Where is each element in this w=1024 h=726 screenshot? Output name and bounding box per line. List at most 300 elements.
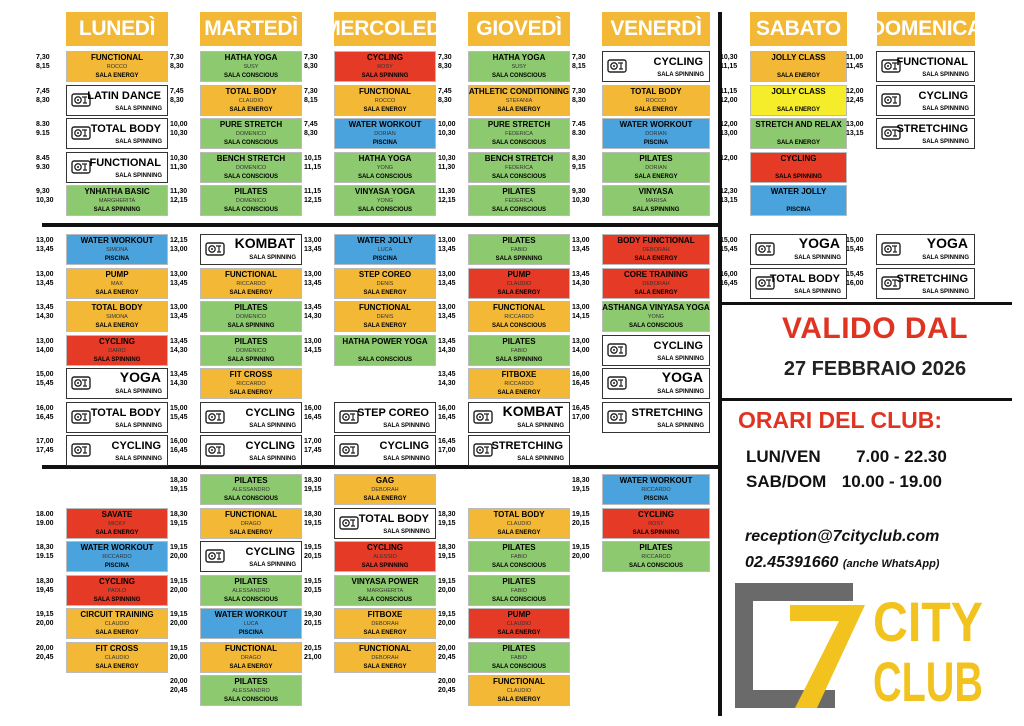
class-card[interactable] — [170, 185, 302, 216]
class-end-time: 21,00 — [304, 653, 322, 661]
class-name: GAG — [375, 476, 395, 485]
class-box — [200, 118, 302, 149]
class-instructor: YONG — [647, 314, 665, 320]
class-card[interactable] — [572, 268, 710, 299]
class-card[interactable] — [304, 301, 436, 332]
class-card[interactable] — [438, 642, 570, 673]
class-box — [334, 118, 436, 149]
class-end-time: 8,30 — [304, 63, 318, 70]
class-start-time: 11,15 — [720, 87, 738, 95]
class-start-time: 13,45 — [36, 304, 54, 311]
class-instructor: FEDERICA — [505, 164, 533, 171]
class-room: SALA SPINNING — [93, 596, 141, 603]
class-room: PISCINA — [643, 140, 669, 146]
class-time — [438, 510, 464, 528]
class-card[interactable] — [438, 435, 570, 466]
class-box — [200, 185, 302, 216]
class-card[interactable] — [846, 268, 975, 299]
class-time — [36, 187, 62, 205]
class-box — [334, 474, 436, 505]
class-name: CYCLING — [245, 406, 295, 419]
class-room: SALA SPINNING — [115, 105, 162, 112]
class-box — [750, 234, 847, 265]
class-instructor: SUSY — [243, 64, 259, 70]
class-instructor: ROCCO — [374, 97, 396, 104]
class-end-time: 13,45 — [438, 246, 456, 253]
class-card[interactable] — [572, 402, 710, 433]
class-card[interactable] — [170, 85, 302, 116]
class-end-time: 12,15 — [304, 197, 322, 204]
class-card[interactable] — [36, 508, 168, 539]
class-card[interactable] — [36, 268, 168, 299]
spinning-bike-icon — [881, 91, 901, 109]
class-name: TOTAL BODY — [493, 509, 545, 519]
class-card[interactable] — [304, 402, 436, 433]
class-card[interactable] — [438, 335, 570, 366]
class-card[interactable] — [438, 541, 570, 572]
class-time — [170, 87, 196, 105]
class-card[interactable] — [304, 268, 436, 299]
class-room: SALA ENERGY — [95, 529, 139, 536]
class-box — [66, 152, 168, 183]
class-card[interactable] — [36, 435, 168, 466]
class-end-time: 16,00 — [846, 279, 864, 287]
class-time — [720, 154, 746, 163]
class-card[interactable] — [304, 608, 436, 639]
class-name: SAVATE — [101, 509, 133, 519]
class-name: LATIN DANCE — [87, 89, 161, 102]
class-card[interactable] — [170, 575, 302, 606]
class-time — [36, 644, 62, 662]
class-box — [200, 301, 302, 332]
class-box — [468, 642, 570, 673]
class-end-time: 20,45 — [438, 653, 456, 661]
class-card[interactable] — [170, 368, 302, 399]
class-box — [334, 575, 436, 606]
class-card[interactable] — [170, 118, 302, 149]
class-end-time: 13,00 — [170, 246, 188, 253]
class-time — [846, 270, 872, 288]
class-card[interactable] — [846, 234, 975, 265]
class-end-time: 8,30 — [438, 96, 452, 104]
class-time — [170, 303, 196, 321]
class-end-time: 17,45 — [304, 447, 322, 454]
class-name: CYCLING — [99, 336, 135, 346]
class-card[interactable] — [438, 575, 570, 606]
class-start-time: 12,30 — [720, 188, 738, 195]
class-time — [846, 236, 872, 254]
class-time — [36, 543, 62, 561]
class-time — [720, 270, 746, 288]
class-card[interactable] — [720, 118, 847, 149]
class-room: SALA SPINNING — [922, 288, 969, 295]
class-card[interactable] — [36, 301, 168, 332]
class-end-time: 16,45 — [720, 279, 738, 287]
class-card[interactable] — [170, 51, 302, 82]
class-time — [36, 236, 62, 254]
class-box — [334, 268, 436, 299]
spinning-bike-icon — [755, 240, 775, 258]
class-card[interactable] — [170, 234, 302, 265]
class-instructor: FABIO — [510, 347, 528, 354]
class-card[interactable] — [170, 541, 302, 572]
header-venerdi: VENERDÌ — [602, 12, 710, 46]
class-name: FUNCTIONAL — [896, 56, 968, 68]
class-start-time: 13,45 — [438, 371, 456, 378]
email-link[interactable]: reception@7cityclub.com — [745, 528, 940, 545]
class-card[interactable] — [438, 402, 570, 433]
class-card[interactable] — [170, 152, 302, 183]
class-box — [468, 402, 570, 433]
class-room: SALA CONSCIOUS — [491, 140, 547, 146]
class-start-time: 18,30 — [170, 477, 188, 484]
class-card[interactable] — [36, 118, 168, 149]
class-instructor: SIMONA — [106, 314, 128, 320]
class-time — [438, 120, 464, 138]
class-start-time: 16,00 — [304, 404, 322, 412]
class-room: SALA SPINNING — [249, 562, 296, 568]
class-end-time: 8,30 — [36, 96, 50, 104]
class-end-time: 19,15 — [438, 553, 456, 560]
class-time — [572, 404, 598, 422]
class-start-time: 20,15 — [304, 644, 322, 652]
class-room: SALA ENERGY — [634, 173, 678, 180]
class-instructor: CLAUDIO — [104, 621, 130, 627]
class-box — [200, 508, 302, 539]
class-card[interactable] — [438, 301, 570, 332]
class-card[interactable] — [438, 675, 570, 706]
class-card[interactable] — [438, 85, 570, 116]
class-card[interactable] — [438, 234, 570, 265]
class-card[interactable] — [572, 368, 710, 399]
class-box — [468, 234, 570, 265]
class-time — [720, 120, 746, 138]
class-time — [304, 577, 330, 595]
class-start-time: 12,15 — [170, 237, 188, 244]
class-time — [438, 236, 464, 254]
class-start-time: 20,00 — [170, 678, 188, 685]
header-martedi: MARTEDÌ — [200, 12, 302, 46]
class-room: SALA SPINNING — [383, 422, 430, 429]
class-name: PILATES — [502, 187, 536, 196]
class-card[interactable] — [304, 185, 436, 216]
class-card[interactable] — [304, 435, 436, 466]
class-instructor: DARIO — [108, 347, 126, 354]
class-card[interactable] — [304, 51, 436, 82]
class-card[interactable] — [36, 402, 168, 433]
class-time — [572, 236, 598, 254]
class-end-time: 11,15 — [304, 163, 322, 171]
class-box — [334, 335, 436, 366]
class-card[interactable] — [36, 85, 168, 116]
class-time — [572, 337, 598, 355]
class-room: SALA SPINNING — [775, 173, 822, 180]
class-start-time: 16,00 — [170, 438, 188, 445]
class-card[interactable] — [304, 642, 436, 673]
class-card[interactable] — [572, 51, 710, 82]
class-start-time: 13,00 — [438, 304, 456, 311]
phone-note: (anche WhatsApp) — [842, 558, 940, 570]
class-name: BODY FUNCTIONAL — [617, 236, 695, 245]
class-end-time: 8,30 — [170, 63, 184, 70]
class-card[interactable] — [438, 118, 570, 149]
class-card[interactable] — [304, 335, 436, 366]
class-card[interactable] — [720, 152, 847, 183]
class-card[interactable] — [170, 608, 302, 639]
class-end-time: 17,00 — [572, 413, 590, 421]
class-room: SALA SPINNING — [517, 422, 564, 429]
class-card[interactable] — [36, 234, 168, 265]
class-card[interactable] — [36, 541, 168, 572]
class-start-time: 19,15 — [304, 577, 322, 585]
class-start-time: 13,45 — [438, 337, 456, 345]
class-room: SALA ENERGY — [363, 496, 407, 502]
class-end-time: 13,45 — [170, 313, 188, 320]
class-room: SALA ENERGY — [363, 663, 407, 670]
class-room: SALA SPINNING — [115, 389, 162, 395]
class-card[interactable] — [304, 152, 436, 183]
class-time — [170, 610, 196, 628]
class-end-time: 20,00 — [170, 553, 188, 560]
class-time — [438, 577, 464, 595]
class-time — [304, 644, 330, 662]
class-name: HATHA YOGA — [224, 53, 278, 62]
class-card[interactable] — [170, 301, 302, 332]
class-instructor: RICCARDO — [236, 280, 266, 287]
class-end-time: 16,45 — [572, 380, 590, 387]
class-room: SALA ENERGY — [95, 323, 139, 329]
class-card[interactable] — [304, 85, 436, 116]
class-card[interactable] — [720, 268, 847, 299]
spinning-bike-icon — [205, 408, 225, 426]
class-room: SALA ENERGY — [497, 529, 541, 536]
class-card[interactable] — [170, 675, 302, 706]
class-room: SALA SPINNING — [922, 255, 969, 261]
class-time — [36, 154, 62, 172]
class-box — [468, 268, 570, 299]
class-box — [66, 608, 168, 639]
class-start-time: 13,45 — [572, 270, 590, 278]
class-box — [602, 152, 710, 183]
class-room: SALA CONSCIOUS — [223, 73, 279, 79]
class-card[interactable] — [304, 234, 436, 265]
class-card[interactable] — [572, 335, 710, 366]
class-card[interactable] — [572, 474, 710, 505]
class-time — [438, 303, 464, 321]
class-start-time: 13,45 — [170, 371, 188, 378]
class-box — [602, 508, 710, 539]
class-card[interactable] — [170, 402, 302, 433]
class-card[interactable] — [572, 541, 710, 572]
class-time — [304, 154, 330, 172]
class-card[interactable] — [438, 608, 570, 639]
class-room: SALA SPINNING — [249, 422, 296, 429]
valid-from-title: VALIDO DAL — [781, 312, 969, 345]
section-divider-midday — [42, 223, 722, 227]
class-box — [876, 85, 975, 116]
class-card[interactable] — [304, 118, 436, 149]
class-card[interactable] — [170, 268, 302, 299]
class-end-time: 13,45 — [304, 279, 322, 287]
class-start-time: 16,00 — [572, 371, 590, 378]
class-end-time: 17,45 — [36, 447, 54, 454]
class-card[interactable] — [36, 575, 168, 606]
class-name: PILATES — [234, 677, 268, 686]
class-end-time: 10,30 — [572, 197, 590, 204]
class-box — [200, 675, 302, 706]
class-box — [468, 675, 570, 706]
class-card[interactable] — [438, 508, 570, 539]
class-box — [200, 234, 302, 265]
class-card[interactable] — [720, 185, 847, 216]
spinning-bike-icon — [71, 441, 91, 459]
class-instructor: DENIS — [376, 314, 394, 320]
class-card[interactable] — [36, 335, 168, 366]
class-instructor: DOMENICO — [235, 198, 267, 204]
class-card[interactable] — [36, 642, 168, 673]
class-start-time: 19,15 — [170, 577, 188, 585]
class-name: PILATES — [502, 643, 536, 653]
class-room: SALA CONSCIOUS — [491, 207, 547, 213]
class-card[interactable] — [170, 474, 302, 505]
class-card[interactable] — [36, 51, 168, 82]
class-instructor: STEFANIA — [505, 97, 533, 104]
class-time — [572, 270, 598, 288]
class-name: FUNCTIONAL — [359, 643, 411, 653]
class-time — [572, 187, 598, 205]
class-box — [468, 368, 570, 399]
weekend-label: SAB/DOM — [746, 472, 827, 491]
class-instructor: DORIAN — [374, 131, 396, 137]
class-room: SALA CONSCIOUS — [357, 207, 413, 213]
class-name: WATER WORKOUT — [80, 543, 154, 552]
class-time — [720, 236, 746, 254]
class-room: SALA SPINNING — [495, 356, 543, 363]
class-time — [170, 404, 196, 422]
class-end-time: 19,15 — [304, 486, 322, 493]
class-instructor: ROSY — [648, 520, 664, 527]
class-room: PISCINA — [104, 563, 130, 569]
class-time — [36, 437, 62, 455]
class-room: SALA SPINNING — [249, 255, 296, 261]
class-card[interactable] — [572, 508, 710, 539]
class-name: YOGA — [661, 369, 703, 385]
class-time — [438, 87, 464, 105]
class-name: FUNCTIONAL — [225, 509, 277, 519]
class-name: CYCLING — [245, 440, 295, 452]
class-card[interactable] — [572, 118, 710, 149]
class-card[interactable] — [438, 368, 570, 399]
class-room: SALA ENERGY — [634, 106, 678, 113]
class-instructor: DEBORAH — [642, 280, 670, 287]
class-card[interactable] — [572, 152, 710, 183]
class-card[interactable] — [572, 85, 710, 116]
class-name: BENCH STRETCH — [484, 153, 554, 163]
class-card[interactable] — [36, 185, 168, 216]
class-instructor: DEBORAH — [371, 487, 399, 493]
class-name: KOMBAT — [502, 402, 563, 419]
spinning-bike-icon — [339, 441, 359, 459]
class-instructor: ALESSANDRO — [232, 587, 270, 594]
class-time — [170, 154, 196, 172]
class-end-time: 14,00 — [572, 346, 590, 354]
class-name: TOTAL BODY — [358, 512, 429, 525]
class-end-time: 19.15 — [36, 553, 54, 560]
class-name: TOTAL BODY — [630, 86, 682, 96]
spinning-bike-icon — [71, 124, 91, 142]
class-name: VINYASA YOGA — [354, 187, 416, 196]
class-start-time: 13,00 — [170, 270, 188, 278]
class-end-time: 14,30 — [170, 380, 188, 387]
class-name: WATER JOLLY — [770, 187, 827, 196]
class-card[interactable] — [438, 51, 570, 82]
class-end-time: 9.30 — [36, 163, 50, 171]
class-card[interactable] — [304, 541, 436, 572]
class-card[interactable] — [846, 51, 975, 82]
class-box — [334, 152, 436, 183]
class-start-time: 19,15 — [572, 544, 590, 551]
class-room: SALA CONSCIOUS — [223, 140, 279, 146]
class-room: SALA CONSCIOUS — [491, 563, 547, 569]
class-card[interactable] — [170, 508, 302, 539]
class-card[interactable] — [846, 118, 975, 149]
class-card[interactable] — [36, 608, 168, 639]
class-room: SALA ENERGY — [363, 289, 407, 296]
valid-from-date: 27 FEBBRAIO 2026 — [783, 358, 967, 380]
class-end-time: 11,30 — [438, 163, 456, 171]
class-name: STRETCHING — [491, 440, 563, 452]
class-room: SALA ENERGY — [497, 390, 541, 396]
class-end-time: 19,45 — [36, 586, 54, 594]
class-start-time: 15,00 — [36, 371, 54, 378]
class-card[interactable] — [720, 85, 847, 116]
class-card[interactable] — [170, 642, 302, 673]
class-card[interactable] — [304, 474, 436, 505]
class-end-time: 8,15 — [36, 63, 50, 70]
class-room: SALA SPINNING — [657, 355, 704, 362]
class-card[interactable] — [36, 152, 168, 183]
class-start-time: 13,00 — [36, 337, 54, 345]
class-card[interactable] — [438, 268, 570, 299]
class-box — [66, 51, 168, 82]
class-name: STRETCHING — [631, 406, 703, 419]
class-card[interactable] — [170, 435, 302, 466]
class-end-time: 8,30 — [304, 130, 318, 137]
class-card[interactable] — [170, 335, 302, 366]
class-card[interactable] — [438, 152, 570, 183]
class-instructor: CLAUDIO — [506, 280, 532, 287]
phone-number[interactable] — [745, 554, 939, 572]
class-name: PURE STRETCH — [219, 120, 283, 129]
class-start-time: 18,30 — [170, 510, 188, 518]
class-box — [468, 575, 570, 606]
class-card[interactable] — [720, 51, 847, 82]
class-card[interactable] — [572, 301, 710, 332]
class-box — [200, 642, 302, 673]
class-name: FITBOXE — [501, 370, 537, 379]
class-end-time: 13,45 — [438, 313, 456, 320]
class-card[interactable] — [36, 368, 168, 399]
class-card[interactable] — [720, 234, 847, 265]
class-box — [66, 118, 168, 149]
class-card[interactable] — [304, 575, 436, 606]
class-card[interactable] — [304, 508, 436, 539]
class-card[interactable] — [572, 185, 710, 216]
class-card[interactable] — [572, 234, 710, 265]
weekday-label: LUN/VEN — [746, 447, 821, 466]
class-card[interactable] — [438, 185, 570, 216]
class-card[interactable] — [846, 85, 975, 116]
